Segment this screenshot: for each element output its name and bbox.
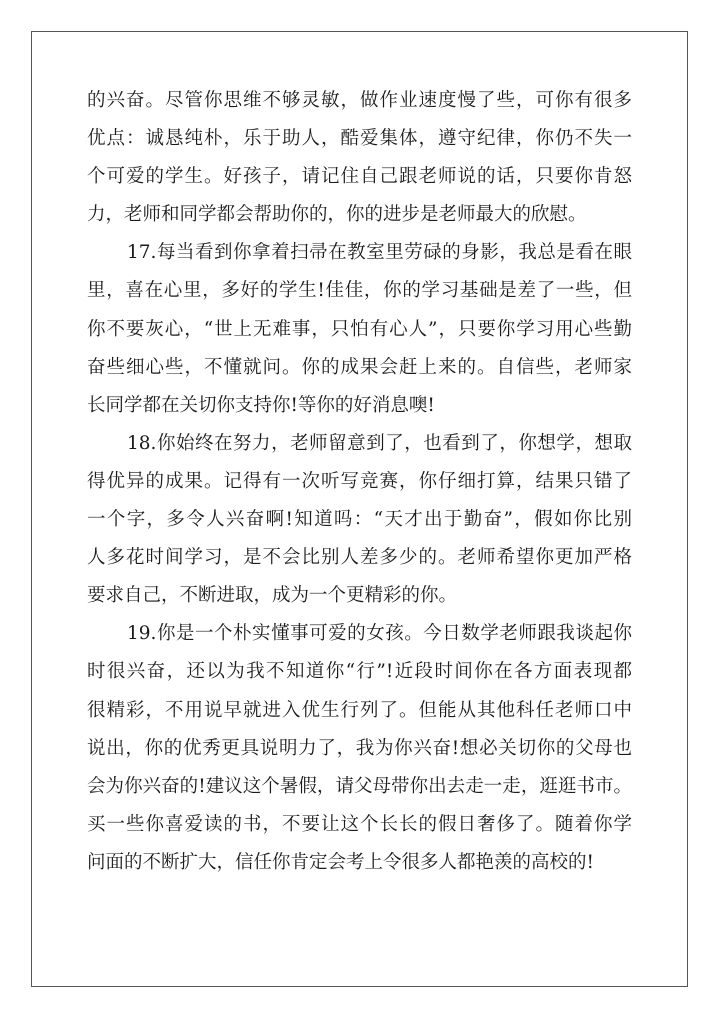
text-line: 得优异的成果。记得有一次听写竞赛，你仔细打算，结果只错了 bbox=[87, 470, 632, 492]
text-line: 一个字，多令人兴奋啊!知道吗：“天才出于勤奋”，假如你比别 bbox=[87, 509, 632, 531]
text-line: 的兴奋。尽管你思维不够灵敏，做作业速度慢了些，可你有很多 bbox=[87, 90, 632, 111]
text-line: 19.你是一个朴实懂事可爱的女孩。今日数学老师跟我谈起你 bbox=[127, 623, 632, 645]
text-line: 里，喜在心里，多好的学生!佳佳，你的学习基础是差了一些，但 bbox=[87, 280, 632, 302]
text-line: 人多花时间学习，是不会比别人差多少的。老师希望你更加严格 bbox=[87, 547, 632, 569]
text-line: 优点：诚恳纯朴，乐于助人，酷爱集体，遵守纪律，你仍不失一 bbox=[87, 128, 632, 150]
text-line: 说出，你的优秀更具说明力了，我为你兴奋!想必关切你的父母也 bbox=[87, 737, 632, 759]
text-line: 你不要灰心，“世上无难事，只怕有心人”，只要你学习用心些勤 bbox=[87, 318, 632, 340]
text-line: 会为你兴奋的!建议这个暑假，请父母带你出去走一走，逛逛书市。 bbox=[87, 775, 632, 797]
paragraph-19 bbox=[87, 615, 632, 882]
text-line: 18.你始终在努力，老师留意到了，也看到了，你想学，想取 bbox=[127, 432, 632, 454]
text-line: 时很兴奋，还以为我不知道你“行”!近段时间你在各方面表现都 bbox=[87, 661, 632, 683]
paragraph-18 bbox=[87, 425, 632, 615]
text-line: 奋些细心些，不懂就问。你的成果会赶上来的。自信些，老师家 bbox=[87, 356, 632, 378]
paragraph-17 bbox=[87, 234, 632, 424]
text-line: 很精彩，不用说早就进入优生行列了。但能从其他科任老师口中 bbox=[87, 699, 632, 721]
text-line: 长同学都在关切你支持你!等你的好消息噢! bbox=[87, 394, 435, 416]
text-line: 买一些你喜爱读的书，不要让这个长长的假日奢侈了。随着你学 bbox=[87, 813, 632, 835]
text-line: 力，老师和同学都会帮助你的，你的进步是老师最大的欣慰。 bbox=[87, 204, 587, 226]
text-line: 要求自己，不断进取，成为一个更精彩的你。 bbox=[87, 585, 458, 607]
document-body bbox=[87, 82, 632, 882]
text-line: 17.每当看到你拿着扫帚在教室里劳碌的身影，我总是看在眼 bbox=[127, 242, 632, 264]
text-line: 个可爱的学生。好孩子，请记住自己跟老师说的话，只要你肯怒 bbox=[87, 166, 632, 188]
text-line: 问面的不断扩大，信任你肯定会考上令很多人都艳羡的高校的! bbox=[87, 851, 594, 873]
paragraph-16-continued bbox=[87, 82, 632, 234]
